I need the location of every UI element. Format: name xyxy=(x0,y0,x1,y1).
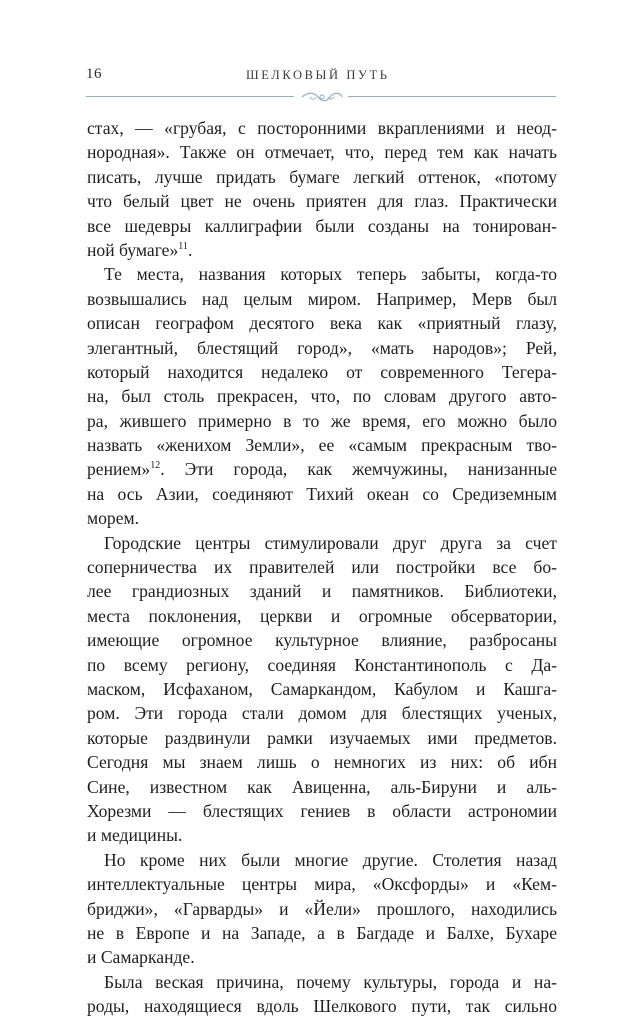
text-line: описан географом десятого века как «приятный глазу, xyxy=(87,313,557,334)
text-line: Но кроме них были многие другие. Столетия назад xyxy=(104,849,557,870)
text-line: бриджи», «Гарварды» и «Йели» прошлого, находились xyxy=(87,898,557,919)
text-fragment: . Эти города, как жемчужины, нанизанные xyxy=(160,459,557,480)
text-line: роды, находящиеся вдоль Шелкового пути, так сильно xyxy=(87,996,557,1017)
body-text xyxy=(87,116,557,1018)
text-line: который находится недалеко от современного Тегера- xyxy=(87,361,557,382)
text-line: Сегодня мы знаем лишь о немногих из них: об ибн xyxy=(87,752,557,773)
text-line: нородная». Также он отмечает, что, перед тем как начать xyxy=(87,142,557,163)
text-line: что белый цвет не очень приятен для глаз. Практически xyxy=(87,191,557,212)
text-line: возвышались над целым миром. Например, Мерв был xyxy=(87,288,557,309)
text-line: интеллектуальные центры мира, «Оксфорды» и «Кем- xyxy=(87,874,557,895)
text-line: которые раздвинули рамки изучаемых ими предметов. xyxy=(87,727,557,748)
paragraph-3 xyxy=(87,531,557,848)
text-line: ра, жившего примерно в то же время, его можно было xyxy=(87,410,557,431)
flourish-ornament-icon xyxy=(300,90,344,104)
text-line: и Самарканде. xyxy=(87,947,195,968)
text-line: элегантный, блестящий город», «мать народов»; Рей, xyxy=(87,337,557,358)
footnote-marker: 11 xyxy=(178,240,188,252)
text-line: на ось Азии, соединяют Тихий океан со Средиземным xyxy=(87,483,557,504)
paragraph-4 xyxy=(87,848,557,970)
text-line xyxy=(87,457,557,481)
page-number: 16 xyxy=(86,66,102,82)
text-line: имеющие огромное культурное влияние, разбросаны xyxy=(87,630,557,651)
text-line: места поклонения, церкви и огромные обсерватории, xyxy=(87,605,557,626)
page-header xyxy=(86,66,556,106)
paragraph-5 xyxy=(87,970,557,1018)
text-line: на, был столь прекрасен, что, по словам другого авто- xyxy=(87,386,557,407)
text-fragment: . xyxy=(187,239,193,260)
text-line: по всему региону, соединяя Константинополь с Да- xyxy=(87,654,557,675)
text-line: все шедевры каллиграфии были созданы на тонирован- xyxy=(87,215,557,236)
footnote-marker: 12 xyxy=(150,460,161,472)
text-line: назвать «женихом Земли», ее «самым прекрасным тво- xyxy=(87,435,557,456)
text-line: Была веская причина, почему культуры, города и на- xyxy=(104,971,557,992)
text-line: Хорезми — блестящих гениев в области астрономии xyxy=(87,800,557,821)
running-title: ШЕЛКОВЫЙ ПУТЬ xyxy=(246,68,390,82)
text-line: морем. xyxy=(87,508,140,529)
text-line: ром. Эти города стали домом для блестящих ученых, xyxy=(87,703,557,724)
text-line: и медицины. xyxy=(87,825,183,846)
text-line: соперничества их правителей или постройки все бо- xyxy=(87,557,557,578)
text-line: писать, лучше придать бумаге легкий оттенок, «потому xyxy=(87,166,557,187)
paragraph-2 xyxy=(87,262,557,530)
text-line xyxy=(87,238,557,262)
text-line: Те места, названия которых теперь забыты, когда-то xyxy=(104,264,557,285)
text-line: маском, Исфаханом, Самаркандом, Кабулом и Кашга- xyxy=(87,678,557,699)
text-line: лее грандиозных зданий и памятников. Библиотеки, xyxy=(87,581,557,602)
text-line: Сине, известном как Авиценна, аль-Бируни и аль- xyxy=(87,776,557,797)
paragraph-1 xyxy=(87,116,557,262)
text-line: Городские центры стимулировали друг друга за счет xyxy=(104,532,557,553)
header-rule-right xyxy=(348,96,556,97)
text-line: не в Европе и на Западе, а в Багдаде и Балхе, Бухаре xyxy=(87,922,557,943)
text-fragment: ной бумаге» xyxy=(87,239,179,260)
header-rule-left xyxy=(86,96,294,97)
text-fragment: рением» xyxy=(87,459,151,480)
text-line: стах, — «грубая, с посторонними вкраплениями и неод- xyxy=(87,118,557,138)
